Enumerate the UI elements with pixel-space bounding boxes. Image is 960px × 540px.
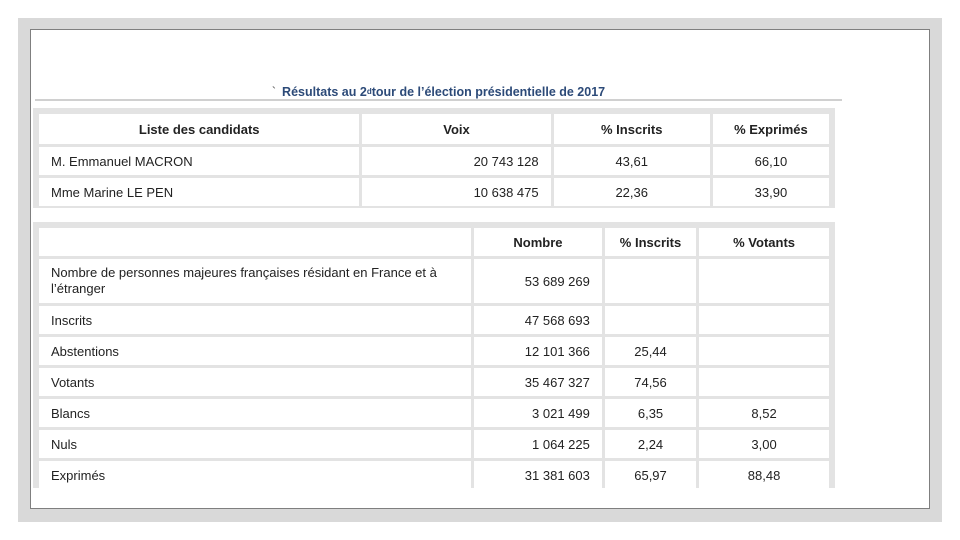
row-nombre: 12 101 366 — [474, 337, 602, 365]
table-row — [39, 259, 829, 303]
row-votants: 8,52 — [699, 399, 829, 427]
table-row — [39, 430, 829, 458]
candidate-voix: 20 743 128 — [362, 147, 550, 175]
candidate-name: M. Emmanuel MACRON — [39, 147, 359, 175]
table-row — [39, 399, 829, 427]
header-empty — [39, 228, 471, 256]
row-label: Inscrits — [39, 306, 471, 334]
table-row — [39, 178, 829, 206]
title-text-after: tour de l’élection présidentielle de 2017 — [371, 85, 606, 99]
row-votants — [699, 368, 829, 396]
header-voix: Voix — [362, 114, 550, 144]
row-inscrits — [605, 259, 696, 303]
row-inscrits: 74,56 — [605, 368, 696, 396]
row-label: Abstentions — [39, 337, 471, 365]
header-exprimes: % Exprimés — [713, 114, 829, 144]
row-inscrits: 65,97 — [605, 461, 696, 489]
row-votants — [699, 259, 829, 303]
title-text-before: Résultats au 2 — [282, 85, 367, 99]
statistics-table — [36, 225, 832, 492]
row-label: Blancs — [39, 399, 471, 427]
candidates-table — [36, 111, 832, 209]
row-nombre: 31 381 603 — [474, 461, 602, 489]
header-nombre: Nombre — [474, 228, 602, 256]
candidate-inscrits: 43,61 — [554, 147, 710, 175]
candidate-exprimes: 33,90 — [713, 178, 829, 206]
row-label: Nuls — [39, 430, 471, 458]
header-inscrits: % Inscrits — [605, 228, 696, 256]
row-nombre: 35 467 327 — [474, 368, 602, 396]
row-inscrits: 6,35 — [605, 399, 696, 427]
header-votants: % Votants — [699, 228, 829, 256]
candidate-voix: 10 638 475 — [362, 178, 550, 206]
stats-header-row — [39, 228, 829, 256]
row-inscrits — [605, 306, 696, 334]
row-inscrits: 2,24 — [605, 430, 696, 458]
row-nombre: 47 568 693 — [474, 306, 602, 334]
row-nombre: 1 064 225 — [474, 430, 602, 458]
statistics-table-panel — [33, 222, 835, 488]
header-inscrits: % Inscrits — [554, 114, 710, 144]
row-inscrits: 25,44 — [605, 337, 696, 365]
row-nombre: 53 689 269 — [474, 259, 602, 303]
table-row — [39, 337, 829, 365]
row-label: Votants — [39, 368, 471, 396]
table-row — [39, 306, 829, 334]
header-candidates: Liste des candidats — [39, 114, 359, 144]
row-votants — [699, 306, 829, 334]
candidates-table-panel — [33, 108, 835, 208]
row-nombre: 3 021 499 — [474, 399, 602, 427]
row-votants: 88,48 — [699, 461, 829, 489]
row-label: Exprimés — [39, 461, 471, 489]
row-label: Nombre de personnes majeures françaises résidant en France et à l’étranger — [39, 259, 471, 303]
candidates-header-row — [39, 114, 829, 144]
row-votants — [699, 337, 829, 365]
candidate-inscrits: 22,36 — [554, 178, 710, 206]
title-mark: ` — [271, 85, 277, 99]
table-row — [39, 368, 829, 396]
candidate-name: Mme Marine LE PEN — [39, 178, 359, 206]
table-row — [39, 147, 829, 175]
row-votants: 3,00 — [699, 430, 829, 458]
results-title: ` Résultats au 2 d tour de l’élection présidentielle de 2017 — [35, 85, 842, 101]
candidate-exprimes: 66,10 — [713, 147, 829, 175]
table-row — [39, 461, 829, 489]
